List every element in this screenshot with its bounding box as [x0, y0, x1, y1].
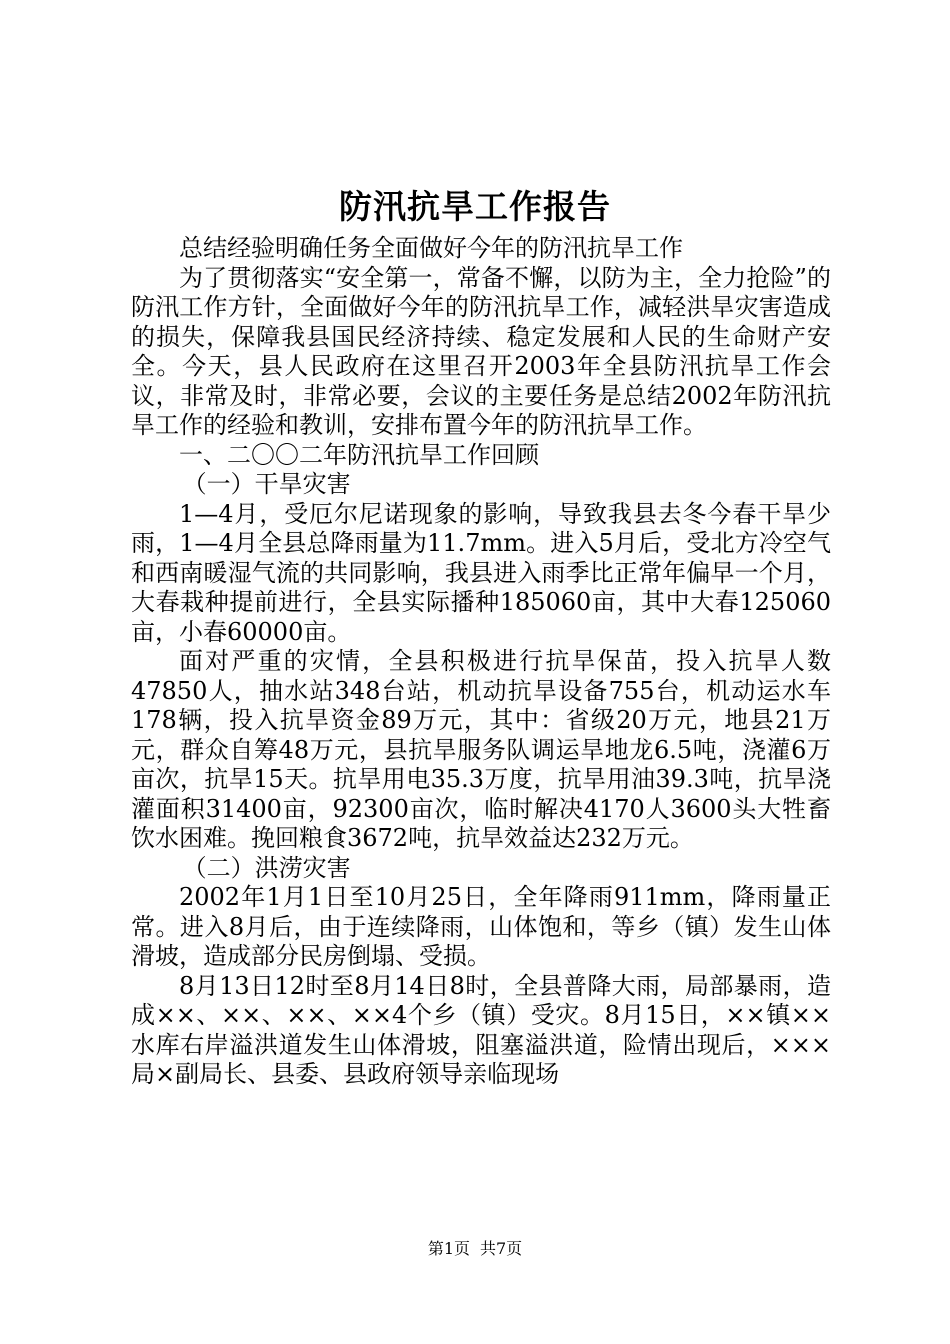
drought-response-paragraph: 面对严重的灾情，全县积极进行抗旱保苗，投入抗旱人数47850人，抽水站348台站，机动抗旱设备755台，机动运水车178辆，投入抗旱资金89万元，其中：省级20万元，地县21万元，群众自筹48万元，县抗旱服务队调运旱地龙6.5吨，浇灌6万亩次，抗旱15天。抗旱用电35.3万度，抗旱用油39.3吨，抗旱浇灌面积31400亩，92300亩次，临时解决4170人3600头大牲畜饮水困难。挽回粮食3672吨，抗旱效益达232万元。: [131, 647, 831, 852]
intro-paragraph: 为了贯彻落实“安全第一，常备不懈，以防为主，全力抢险”的防汛工作方针，全面做好今年的防汛抗旱工作，减轻洪旱灾害造成的损失，保障我县国民经济持续、稳定发展和人民的生命财产安全。今天，县人民政府在这里召开2003年全县防汛抗旱工作会议，非常及时，非常必要，会议的主要任务是总结2002年防汛抗旱工作的经验和教训，安排布置今年的防汛抗旱工作。: [131, 263, 831, 439]
page-number: 第1页: [427, 1239, 470, 1258]
subsection-heading-drought: （一）干旱灾害: [182, 470, 351, 498]
drought-paragraph: 1—4月，受厄尔尼诺现象的影响，导致我县去冬今春干旱少雨，1—4月全县总降雨量为11.7mm。进入5月后，受北方冷空气和西南暖湿气流的共同影响，我县进入雨季比正常年偏早一个月，大春栽种提前进行，全县实际播种185060亩，其中大春125060亩，小春60000亩。: [131, 499, 831, 646]
subtitle-paragraph: 总结经验明确任务全面做好今年的防汛抗旱工作: [179, 234, 683, 262]
section-heading: 一、二〇〇二年防汛抗旱工作回顾: [179, 440, 539, 469]
flood-paragraph: 2002年1月1日至10月25日，全年降雨911mm，降雨量正常。进入8月后，由于连续降雨，山体饱和，等乡（镇）发生山体滑坡，造成部分民房倒塌、受损。: [131, 883, 831, 970]
page-total: 共7页: [480, 1239, 523, 1258]
document-body: [131, 234, 831, 1090]
page-footer: [0, 1239, 950, 1259]
subsection-heading-flood: （二）洪涝灾害: [182, 853, 351, 882]
flood-event-paragraph: 8月13日12时至8月14日8时，全县普降大雨，局部暴雨，造成××、××、××、××4个乡（镇）受灾。8月15日，××镇××水库右岸溢洪道发生山体滑坡，阻塞溢洪道，险情出现后，×××局×副局长、县委、县政府领导亲临现场: [131, 971, 831, 1088]
document-title: 防汛抗旱工作报告: [339, 187, 611, 226]
